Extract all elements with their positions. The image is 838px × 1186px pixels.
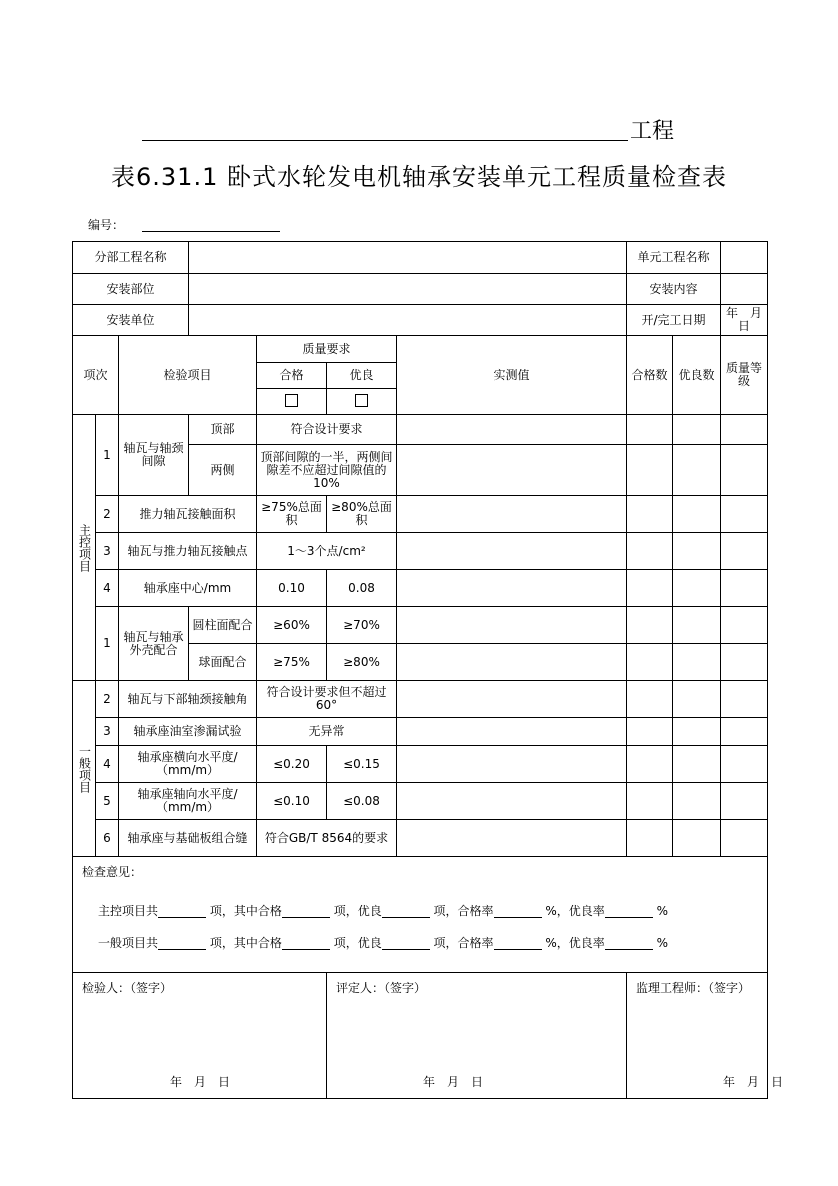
opinion-label: 检查意见： bbox=[82, 865, 143, 879]
row-req: 无异常 bbox=[257, 718, 397, 746]
table-row bbox=[73, 783, 768, 820]
excellent-checkbox-cell bbox=[327, 389, 397, 415]
row-excellent: ≥80%总面积 bbox=[327, 496, 397, 533]
table-row bbox=[73, 681, 768, 718]
row-sub: 两侧 bbox=[189, 445, 257, 496]
col-excellent: 优良 bbox=[327, 363, 397, 389]
row-req: 符合设计要求但不超过60° bbox=[257, 681, 397, 718]
info-row bbox=[73, 242, 768, 274]
qualified-count-cell[interactable] bbox=[627, 644, 673, 681]
table-row bbox=[73, 570, 768, 607]
row-qualified: ≥75% bbox=[257, 644, 327, 681]
row-item: 轴承座轴向水平度/（mm/m） bbox=[119, 783, 257, 820]
excellent-count-cell[interactable] bbox=[673, 644, 721, 681]
table-row bbox=[73, 415, 768, 445]
grade-cell[interactable] bbox=[721, 570, 768, 607]
serial-label: 编号： bbox=[88, 218, 125, 232]
row-sub: 圆柱面配合 bbox=[189, 607, 257, 644]
general-total-blank[interactable] bbox=[158, 937, 206, 950]
opinion-cell bbox=[73, 857, 768, 973]
install-content-value[interactable] bbox=[721, 274, 768, 305]
measured-cell[interactable] bbox=[397, 681, 627, 718]
project-suffix: 工程 bbox=[630, 119, 675, 144]
evaluator-label: 评定人：（签字） bbox=[336, 981, 427, 995]
section-general: 一般项目 bbox=[73, 681, 96, 857]
row-req: 1～3个点/cm² bbox=[257, 533, 397, 570]
date-value[interactable]: 年 月 日 bbox=[721, 305, 768, 336]
row-item: 轴承座横向水平度/（mm/m） bbox=[119, 746, 257, 783]
measured-cell[interactable] bbox=[397, 718, 627, 746]
col-measured: 实测值 bbox=[397, 336, 627, 415]
main-summary-line: 主控项目共 项，其中合格 项，优良 项，合格率 %，优良率 % bbox=[98, 904, 669, 918]
row-qualified: ≤0.20 bbox=[257, 746, 327, 783]
grade-cell[interactable] bbox=[721, 681, 768, 718]
row-no: 3 bbox=[96, 533, 119, 570]
project-name-line[interactable] bbox=[142, 140, 628, 141]
excellent-count-cell[interactable] bbox=[673, 681, 721, 718]
table-row bbox=[73, 820, 768, 857]
general-excellent-blank[interactable] bbox=[382, 937, 430, 950]
excellent-count-cell[interactable] bbox=[673, 445, 721, 496]
table-row bbox=[73, 533, 768, 570]
measured-cell[interactable] bbox=[397, 783, 627, 820]
grade-cell[interactable] bbox=[721, 496, 768, 533]
general-excellent-rate-blank[interactable] bbox=[605, 937, 653, 950]
general-summary-line: 一般项目共 项，其中合格 项，优良 项，合格率 %，优良率 % bbox=[98, 936, 669, 950]
table-row bbox=[73, 746, 768, 783]
main-excellent-rate-blank[interactable] bbox=[605, 905, 653, 918]
date-label: 开/完工日期 bbox=[627, 305, 721, 336]
sub-project-value[interactable] bbox=[189, 242, 627, 274]
qualified-count-cell[interactable] bbox=[627, 718, 673, 746]
col-quality-grade: 质量等级 bbox=[721, 336, 768, 415]
row-excellent: ≥70% bbox=[327, 607, 397, 644]
row-req: 符合设计要求 bbox=[257, 415, 397, 445]
excellent-count-cell[interactable] bbox=[673, 533, 721, 570]
supervisor-date: 年 月 日 bbox=[723, 1075, 784, 1089]
grade-cell[interactable] bbox=[721, 533, 768, 570]
row-excellent: 0.08 bbox=[327, 570, 397, 607]
info-row bbox=[73, 305, 768, 336]
qualified-count-cell[interactable] bbox=[627, 570, 673, 607]
row-item: 轴承座油室渗漏试验 bbox=[119, 718, 257, 746]
grade-cell[interactable] bbox=[721, 820, 768, 857]
excellent-count-cell[interactable] bbox=[673, 783, 721, 820]
grade-cell[interactable] bbox=[721, 415, 768, 445]
inspector-cell[interactable] bbox=[73, 973, 327, 1099]
row-item: 轴瓦与推力轴瓦接触点 bbox=[119, 533, 257, 570]
row-item: 轴瓦与轴承外壳配合 bbox=[119, 607, 189, 681]
main-qualified-blank[interactable] bbox=[282, 905, 330, 918]
general-qualified-blank[interactable] bbox=[282, 937, 330, 950]
info-row bbox=[73, 274, 768, 305]
serial-input-line[interactable] bbox=[142, 231, 280, 232]
main-total-blank[interactable] bbox=[158, 905, 206, 918]
unit-project-label: 单元工程名称 bbox=[627, 242, 721, 274]
col-item-no: 项次 bbox=[73, 336, 119, 415]
measured-cell[interactable] bbox=[397, 607, 627, 644]
row-qualified: ≥60% bbox=[257, 607, 327, 644]
col-excellent-count: 优良数 bbox=[673, 336, 721, 415]
row-item: 推力轴瓦接触面积 bbox=[119, 496, 257, 533]
row-qualified: ≤0.10 bbox=[257, 783, 327, 820]
qualified-count-cell[interactable] bbox=[627, 607, 673, 644]
qualified-count-cell[interactable] bbox=[627, 681, 673, 718]
row-req: 顶部间隙的一半，两侧间隙差不应超过间隙值的10% bbox=[257, 445, 397, 496]
grade-cell[interactable] bbox=[721, 644, 768, 681]
row-sub: 球面配合 bbox=[189, 644, 257, 681]
row-no: 5 bbox=[96, 783, 119, 820]
qualified-checkbox-cell bbox=[257, 389, 327, 415]
row-item: 轴承座中心/mm bbox=[119, 570, 257, 607]
grade-cell[interactable] bbox=[721, 746, 768, 783]
qualified-count-cell[interactable] bbox=[627, 820, 673, 857]
install-unit-label: 安装单位 bbox=[73, 305, 189, 336]
qualified-count-cell[interactable] bbox=[627, 445, 673, 496]
table-row bbox=[73, 718, 768, 746]
install-unit-value[interactable] bbox=[189, 305, 627, 336]
supervisor-cell[interactable] bbox=[627, 973, 784, 1099]
row-no: 4 bbox=[96, 746, 119, 783]
excellent-count-cell[interactable] bbox=[673, 820, 721, 857]
excellent-count-cell[interactable] bbox=[673, 496, 721, 533]
general-qualified-rate-blank[interactable] bbox=[494, 937, 542, 950]
excellent-count-cell[interactable] bbox=[673, 570, 721, 607]
table-row bbox=[73, 607, 768, 644]
install-content-label: 安装内容 bbox=[627, 274, 721, 305]
install-location-label: 安装部位 bbox=[73, 274, 189, 305]
opinion-row bbox=[73, 857, 768, 973]
main-qualified-rate-blank[interactable] bbox=[494, 905, 542, 918]
measured-cell[interactable] bbox=[397, 820, 627, 857]
row-no: 3 bbox=[96, 718, 119, 746]
evaluator-date: 年 月 日 bbox=[423, 1075, 484, 1089]
excellent-count-cell[interactable] bbox=[673, 746, 721, 783]
row-item: 轴承座与基础板组合缝 bbox=[119, 820, 257, 857]
column-header-row bbox=[73, 336, 768, 363]
excellent-count-cell[interactable] bbox=[673, 718, 721, 746]
qualified-count-cell[interactable] bbox=[627, 746, 673, 783]
measured-cell[interactable] bbox=[397, 533, 627, 570]
grade-cell[interactable] bbox=[721, 718, 768, 746]
install-location-value[interactable] bbox=[189, 274, 627, 305]
row-excellent: ≤0.15 bbox=[327, 746, 397, 783]
col-quality-req: 质量要求 bbox=[257, 336, 397, 363]
main-excellent-blank[interactable] bbox=[382, 905, 430, 918]
grade-cell[interactable] bbox=[721, 783, 768, 820]
sub-project-label: 分部工程名称 bbox=[73, 242, 189, 274]
evaluator-cell[interactable] bbox=[327, 973, 627, 1099]
table-row bbox=[73, 496, 768, 533]
col-qualified-count: 合格数 bbox=[627, 336, 673, 415]
col-qualified: 合格 bbox=[257, 363, 327, 389]
excellent-count-cell[interactable] bbox=[673, 607, 721, 644]
row-no: 6 bbox=[96, 820, 119, 857]
row-qualified: ≥75%总面积 bbox=[257, 496, 327, 533]
grade-cell[interactable] bbox=[721, 445, 768, 496]
qualified-count-cell[interactable] bbox=[627, 783, 673, 820]
supervisor-label: 监理工程师：（签字） bbox=[636, 981, 751, 995]
row-excellent: ≥80% bbox=[327, 644, 397, 681]
signature-row bbox=[73, 973, 768, 1099]
inspection-table bbox=[72, 241, 784, 1099]
measured-cell[interactable] bbox=[397, 415, 627, 445]
row-no: 1 bbox=[96, 415, 119, 496]
row-item: 轴瓦与轴颈间隙 bbox=[119, 415, 189, 496]
measured-cell[interactable] bbox=[397, 746, 627, 783]
measured-cell[interactable] bbox=[397, 644, 627, 681]
page-title: 表6.31.1 卧式水轮发电机轴承安装单元工程质量检查表 bbox=[111, 163, 727, 191]
measured-cell[interactable] bbox=[397, 445, 627, 496]
row-req: 符合GB/T 8564的要求 bbox=[257, 820, 397, 857]
qualified-count-cell[interactable] bbox=[627, 415, 673, 445]
unit-project-value[interactable] bbox=[721, 242, 768, 274]
grade-cell[interactable] bbox=[721, 607, 768, 644]
qualified-count-cell[interactable] bbox=[627, 496, 673, 533]
measured-cell[interactable] bbox=[397, 496, 627, 533]
row-no: 2 bbox=[96, 681, 119, 718]
qualified-checkbox[interactable] bbox=[285, 394, 298, 407]
excellent-checkbox[interactable] bbox=[355, 394, 368, 407]
inspector-date: 年 月 日 bbox=[170, 1075, 231, 1089]
qualified-count-cell[interactable] bbox=[627, 533, 673, 570]
row-sub: 顶部 bbox=[189, 415, 257, 445]
row-no: 2 bbox=[96, 496, 119, 533]
row-qualified: 0.10 bbox=[257, 570, 327, 607]
row-no: 1 bbox=[96, 607, 119, 681]
row-no: 4 bbox=[96, 570, 119, 607]
row-item: 轴瓦与下部轴颈接触角 bbox=[119, 681, 257, 718]
measured-cell[interactable] bbox=[397, 570, 627, 607]
section-main: 主控项目 bbox=[73, 415, 96, 681]
inspector-label: 检验人：（签字） bbox=[82, 981, 173, 995]
row-excellent: ≤0.08 bbox=[327, 783, 397, 820]
excellent-count-cell[interactable] bbox=[673, 415, 721, 445]
col-inspection-item: 检验项目 bbox=[119, 336, 257, 415]
